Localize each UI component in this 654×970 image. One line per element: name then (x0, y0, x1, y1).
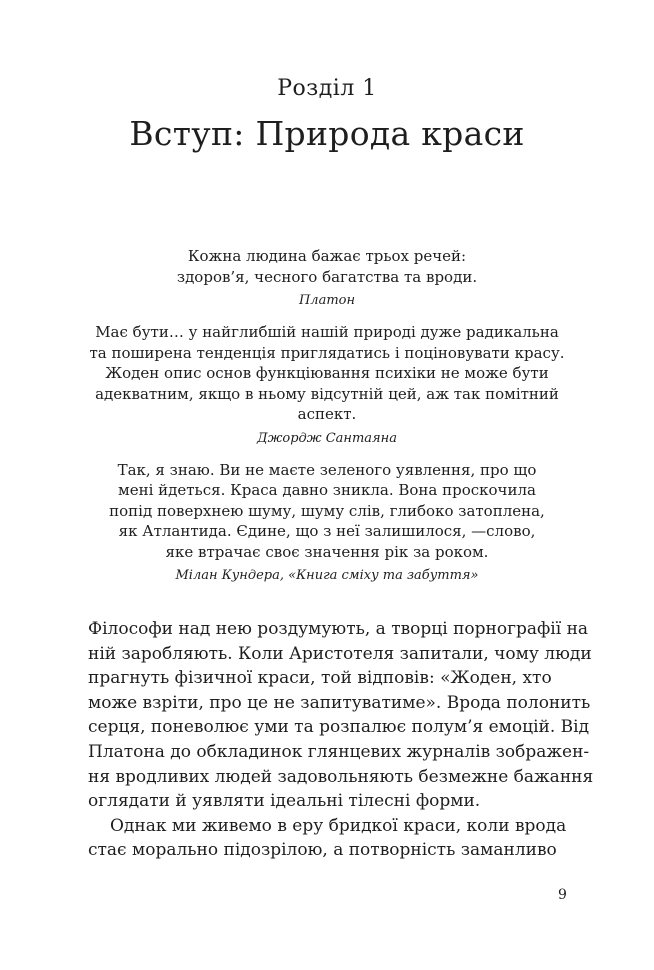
epigraph-author: Мілан Кундера, «Книга сміху та забуття» (175, 568, 479, 583)
body-text (88, 617, 594, 863)
epigraph-author: Джордж Сантаяна (257, 430, 397, 446)
paragraph-line: Платона до обкладинок глянцевих журналів зображен- (88, 741, 590, 762)
paragraph-line: прагнуть фізичної краси, той відповів: «Жоден, хто (88, 668, 552, 689)
paragraph-line: Філософи над нею роздумують, а творці порнографії на (88, 619, 589, 639)
page-number: 9 (558, 887, 567, 903)
epigraph-santayana (82, 322, 572, 448)
epigraph-author: Платон (298, 293, 356, 308)
chapter-title: Вступ: Природа краси (129, 114, 525, 153)
paragraph-line: може взріти, про це не запитуватиме». Врода полонить (88, 692, 591, 713)
epigraph-line: та поширена тенденція приглядатись і поціновувати красу. (89, 343, 565, 362)
paragraph-line: Однак ми живемо в еру бридкої краси, коли врода (110, 815, 567, 836)
paragraph-line: оглядати й уявляти ідеальні тілесні форми. (88, 791, 481, 812)
epigraph-kundera (82, 460, 572, 586)
epigraph-line: Має бути… у найглибшій нашій природі дуже радикальна (95, 323, 559, 341)
epigraph-line: Жоден опис основ функціювання психіки не може бути (105, 364, 549, 382)
epigraph-line: адекватним, якщо в ньому відсутній цей, аж так помітний (95, 384, 559, 403)
paragraph-line: ній заробляють. Коли Аристотеля запитали, чому люди (88, 643, 592, 664)
epigraph-line: яке втрачає своє значення рік за роком. (165, 542, 489, 561)
epigraph-line: як Атлантида. Єдине, що з неї залишилося, —слово, (118, 522, 536, 540)
epigraph-line: аспект. (297, 405, 357, 423)
paragraph-line: стає морально підозрілою, а потворність заманливо (88, 840, 557, 861)
epigraph-line: Так, я знаю. Ви не маєте зеленого уявлення, про що (117, 460, 537, 479)
chapter-number: Розділ 1 (277, 76, 377, 101)
epigraph-line: мені йдеться. Краса давно зникла. Вона проскочила (118, 481, 536, 499)
epigraph-plato (82, 246, 572, 310)
paragraph-line: серця, поневолює уми та розпалює полум’я емоцій. Від (88, 717, 590, 738)
epigraphs (82, 246, 572, 585)
epigraph-line: Кожна людина бажає трьох речей: (187, 247, 467, 265)
epigraph-line: попід поверхнею шуму, шуму слів, глибоко затоплена, (109, 501, 545, 520)
epigraph-line: здоров’я, чесного багатства та вроди. (176, 267, 478, 286)
paragraph-line: ня вродливих людей задовольняють безмежне бажання (88, 766, 594, 787)
